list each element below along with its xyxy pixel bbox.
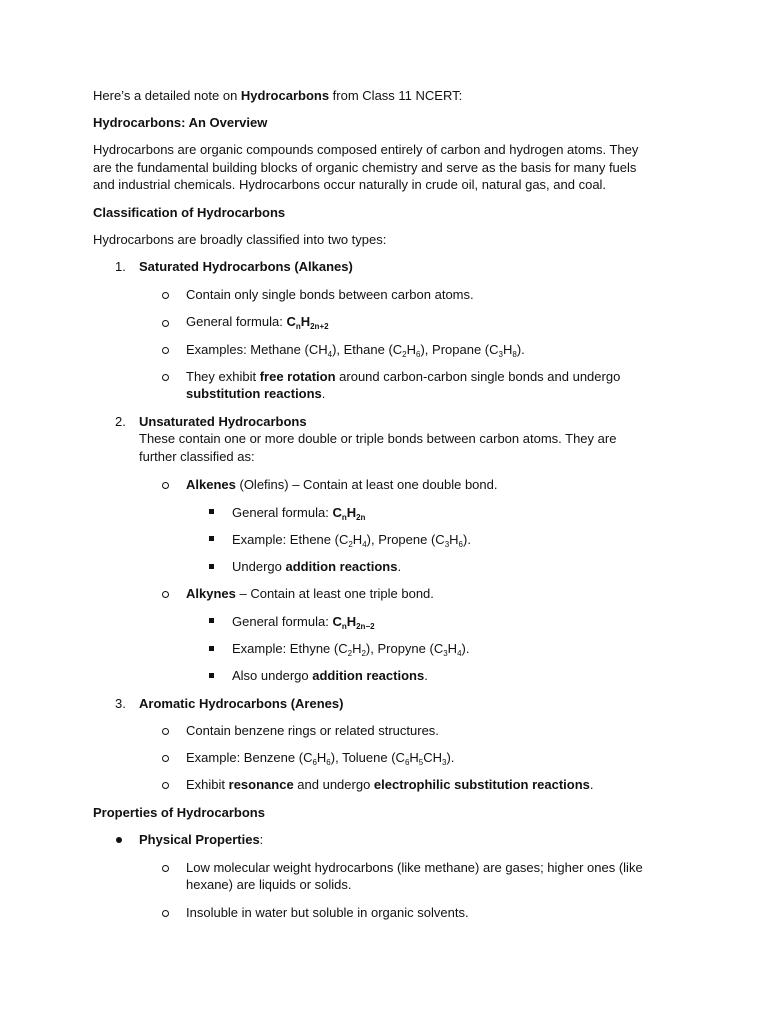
bullet-dot-icon [116, 837, 122, 843]
circle-bullet-icon [162, 728, 169, 735]
intro-bold: Hydrocarbons [240, 88, 330, 103]
list-number-3: 3. [115, 696, 126, 711]
physical-bullet-1-line-1: Low molecular weight hydrocarbons (like methane) are gases; higher ones (like [186, 860, 643, 875]
properties-heading: Properties of Hydrocarbons [93, 805, 265, 820]
alkyne-formula-line: General formula: $C_nH_{2n-2}$ [232, 614, 375, 631]
aromatic-title: Aromatic Hydrocarbons (Arenes) [139, 696, 344, 711]
square-bullet-icon [209, 536, 214, 541]
list-number-2: 2. [115, 414, 126, 429]
alkene-formula-line: General formula: $C_nH_{2n}$ [232, 505, 366, 522]
overview-heading: Hydrocarbons: An Overview [93, 115, 268, 130]
saturated-bullet-2 [186, 313, 329, 331]
circle-bullet-icon [162, 910, 169, 917]
square-bullet-icon [209, 564, 214, 569]
list-number-1: 1. [115, 259, 126, 274]
alkane-formula: $C_nH_{2n+2}$ [286, 314, 329, 331]
classification-heading: Classification of Hydrocarbons [93, 205, 286, 220]
square-bullet-icon [209, 673, 214, 678]
unsaturated-desc-1: These contain one or more double or triple bonds between carbon atoms. They are [139, 431, 617, 446]
intro-text: Here’s a detailed note on [93, 88, 241, 103]
circle-bullet-icon [162, 374, 169, 381]
physical-bullet-2: Insoluble in water but soluble in organic solvents. [186, 905, 469, 920]
overview-line-1: Hydrocarbons are organic compounds composed entirely of carbon and hydrogen atoms. They [93, 142, 639, 157]
square-bullet-icon [209, 646, 214, 651]
square-bullet-icon [209, 618, 214, 623]
classification-intro: Hydrocarbons are broadly classified into two types: [93, 232, 387, 247]
saturated-bullet-1: Contain only single bonds between carbon atoms. [186, 287, 474, 302]
formula-label: General formula: [186, 314, 287, 329]
physical-bullet-1-line-2: hexane) are liquids or solids. [186, 877, 352, 892]
circle-bullet-icon [162, 755, 169, 762]
alkynes-item: Alkynes – Contain at least one triple bond. [186, 586, 434, 601]
alkyne-example: Example: Ethyne $(C_2H_2)$, Propyne $(C_3H_4)$. [232, 641, 470, 658]
aromatic-bullet-2: Example: Benzene $(C_6H_6)$, Toluene $(C_6H_5CH_3)$. [186, 750, 455, 767]
saturated-bullet-4-line-2: substitution reactions. [186, 386, 326, 401]
unsaturated-title: Unsaturated Hydrocarbons [139, 414, 307, 429]
circle-bullet-icon [162, 347, 169, 354]
circle-bullet-icon [162, 591, 169, 598]
aromatic-bullet-1: Contain benzene rings or related structures. [186, 723, 439, 738]
overview-line-3: and industrial chemicals. Hydrocarbons occur naturally in crude oil, natural gas, and coal. [93, 177, 607, 192]
alkene-example: Example: Ethene $(C_2H_4)$, Propene $(C_3H_6)$. [232, 532, 471, 549]
circle-bullet-icon [162, 320, 169, 327]
aromatic-bullet-3: Exhibit resonance and undergo electrophilic substitution reactions. [186, 777, 594, 792]
saturated-title: Saturated Hydrocarbons (Alkanes) [139, 259, 353, 274]
alkyne-reactions: Also undergo addition reactions. [232, 668, 428, 683]
alkene-formula: $C_nH_{2n}$ [332, 505, 366, 522]
unsaturated-desc-2: further classified as: [139, 449, 255, 464]
alkyne-formula: $C_nH_{2n-2}$ [332, 614, 375, 631]
intro-text-end: from Class 11 NCERT: [329, 88, 463, 103]
physical-properties: Physical Properties: [139, 832, 264, 847]
overview-line-2: are the fundamental building blocks of organic chemistry and serve as the basis for many fuels [93, 160, 637, 175]
circle-bullet-icon [162, 865, 169, 872]
circle-bullet-icon [162, 782, 169, 789]
alkenes-item: Alkenes (Olefins) – Contain at least one double bond. [186, 477, 498, 492]
circle-bullet-icon [162, 292, 169, 299]
saturated-bullet-4-line-1: They exhibit free rotation around carbon-carbon single bonds and undergo [186, 369, 621, 384]
intro-line [93, 87, 462, 105]
alkene-reactions: Undergo addition reactions. [232, 559, 402, 574]
square-bullet-icon [209, 509, 214, 514]
circle-bullet-icon [162, 482, 169, 489]
saturated-bullet-3: Examples: Methane $(CH_4)$, Ethane $(C_2H_6)$, Propane $(C_3H_8)$. [186, 342, 525, 359]
